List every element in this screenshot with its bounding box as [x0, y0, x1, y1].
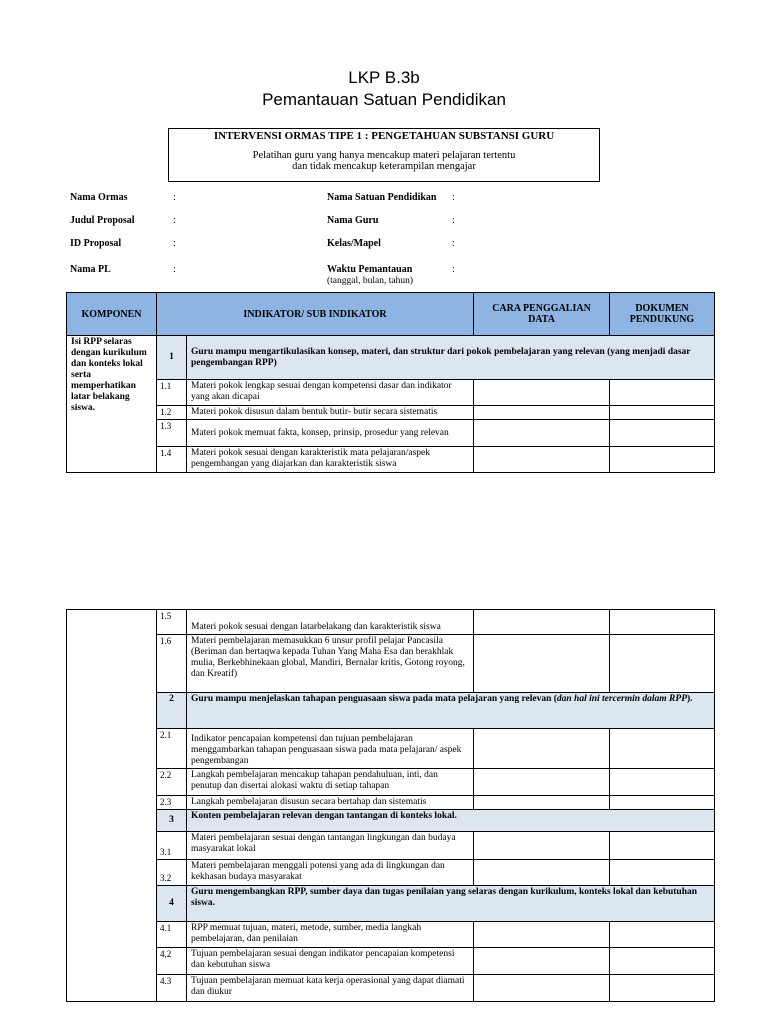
- dokumen-input-cell[interactable]: [610, 729, 715, 769]
- intervention-heading: INTERVENSI ORMAS TIPE 1 : PENGETAHUAN SUBSTANSI GURU: [213, 130, 555, 142]
- cara-input-cell[interactable]: [474, 406, 610, 420]
- dokumen-input-cell[interactable]: [610, 948, 715, 975]
- row-text: Tujuan pembelajaran sesuai dengan indikator pencapaian kompetensi dan kebutuhan siswa: [187, 948, 474, 975]
- row-text-tail: ).: [687, 694, 693, 704]
- cara-input-cell[interactable]: [474, 796, 610, 810]
- header-cara-penggalian: CARA PENGGALIAN DATA: [474, 293, 610, 336]
- dokumen-input-cell[interactable]: [610, 406, 715, 420]
- row-text: Indikator pencapaian kompetensi dan tujuan pembelajaran menggambarkan tahapan penguasaan siswa pada mata pelajaran/ aspek pengembangan: [187, 729, 474, 769]
- row-number: 1: [157, 336, 187, 380]
- header-dokumen: DOKUMEN PENDUKUNG: [610, 293, 715, 336]
- table-row: [67, 796, 715, 810]
- cara-input-cell[interactable]: [474, 729, 610, 769]
- field-waktu-note: (tanggal, bulan, tahun): [327, 276, 414, 286]
- dokumen-input-cell[interactable]: [610, 635, 715, 693]
- table-row: [67, 406, 715, 420]
- dokumen-input-cell[interactable]: [610, 420, 715, 447]
- colon: :: [452, 215, 455, 226]
- row-text: Materi pokok sesuai dengan latarbelakang dan karakteristik siswa: [187, 610, 474, 635]
- cara-input-cell[interactable]: [474, 975, 610, 1002]
- row-number: 2.3: [157, 796, 187, 810]
- row-number: 4.1: [157, 922, 187, 948]
- dokumen-input-cell[interactable]: [610, 975, 715, 1002]
- table-row: [67, 635, 715, 693]
- colon: :: [173, 215, 176, 226]
- cara-input-cell[interactable]: [474, 420, 610, 447]
- table-row: [67, 860, 715, 886]
- colon: :: [452, 192, 455, 203]
- row-number: 2.2: [157, 769, 187, 796]
- row-text: Materi pembelajaran menggali potensi yang ada di lingkungan dan kekhasan budaya masyarakat: [187, 860, 474, 886]
- table-row: [67, 693, 715, 729]
- row-text: Tujuan pembelajaran memuat kata kerja operasional yang dapat diamati dan diukur: [187, 975, 474, 1002]
- field-nama-ormas: Nama Ormas: [70, 192, 128, 203]
- row-text: Langkah pembelajaran mencakup tahapan pendahuluan, inti, dan penutup dan disertai alokasi waktu di setiap tahapan: [187, 769, 474, 796]
- table-row: [67, 948, 715, 975]
- cara-input-cell[interactable]: [474, 380, 610, 406]
- row-number: 4.3: [157, 975, 187, 1002]
- row-text: Materi pokok memuat fakta, konsep, prinsip, prosedur yang relevan: [187, 420, 474, 447]
- row-number: 3: [157, 810, 187, 832]
- indicator-table-page-1: [66, 292, 715, 473]
- cara-input-cell[interactable]: [474, 447, 610, 473]
- komponen-cell: Isi RPP selaras dengan kurikulum dan konteks lokal serta memperhatikan latar belakang siswa.: [67, 336, 157, 473]
- colon: :: [173, 264, 176, 275]
- field-nama-pl: Nama PL: [70, 264, 111, 275]
- row-text: Langkah pembelajaran disusun secara bertahap dan sistematis: [187, 796, 474, 810]
- row-number: 3.2: [157, 860, 187, 886]
- dokumen-input-cell[interactable]: [610, 380, 715, 406]
- row-number: 1.4: [157, 447, 187, 473]
- intervention-line-1: Pelatihan guru yang hanya mencakup materi pelajaran tertentu: [252, 150, 516, 161]
- row-text: [187, 693, 715, 729]
- dokumen-input-cell[interactable]: [610, 796, 715, 810]
- row-text: Materi pokok lengkap sesuai dengan kompetensi dasar dan indikator yang akan dicapai: [187, 380, 474, 406]
- row-text-italic: dan hal ini tercermin dalam RPP: [556, 694, 688, 704]
- field-nama-guru: Nama Guru: [327, 215, 379, 226]
- field-judul-proposal: Judul Proposal: [70, 215, 135, 226]
- row-number: 2.1: [157, 729, 187, 769]
- row-number: 4: [157, 886, 187, 922]
- row-number: 1.6: [157, 635, 187, 693]
- cara-input-cell[interactable]: [474, 635, 610, 693]
- table-row: [67, 380, 715, 406]
- row-number: 2: [157, 693, 187, 729]
- cara-input-cell[interactable]: [474, 948, 610, 975]
- header-komponen: KOMPONEN: [67, 293, 157, 336]
- cara-input-cell[interactable]: [474, 610, 610, 635]
- row-text: Konten pembelajaran relevan dengan tantangan di konteks lokal.: [187, 810, 715, 832]
- dokumen-input-cell[interactable]: [610, 860, 715, 886]
- doc-title: Pemantauan Satuan Pendidikan: [262, 90, 506, 109]
- field-waktu-pemantauan: Waktu Pemantauan: [327, 264, 413, 275]
- row-number: 4,2: [157, 948, 187, 975]
- row-number: 1.2: [157, 406, 187, 420]
- row-text: Materi pembelajaran memasukkan 6 unsur profil pelajar Pancasila (Beriman dan bertaqwa kepada Tuhan Yang Maha Esa dan berakhlak mulia, Berkebhinekaan global, Mandiri, Bernalar kritis, Gotong royong, dan Kreatif): [187, 635, 474, 693]
- row-number: 1.1: [157, 380, 187, 406]
- doc-code: LKP B.3b: [348, 68, 420, 87]
- row-text: Guru mengembangkan RPP, sumber daya dan tugas penilaian yang selaras dengan kurikulum, konteks lokal dan kebutuhan siswa.: [187, 886, 715, 922]
- intervention-line-2: dan tidak mencakup keterampilan mengajar: [292, 161, 476, 172]
- row-text: Materi pembelajaran sesuai dengan tantangan lingkungan dan budaya masyarakat lokal: [187, 832, 474, 860]
- row-number: 3.1: [157, 832, 187, 860]
- table-row: [67, 975, 715, 1002]
- table-row: [67, 729, 715, 769]
- colon: :: [452, 264, 455, 275]
- intervention-box: [168, 128, 600, 182]
- table-row: [67, 886, 715, 922]
- row-text: Materi pokok disusun dalam bentuk butir- butir secara sistematis: [187, 406, 474, 420]
- field-id-proposal: ID Proposal: [70, 238, 122, 249]
- row-number: 1.5: [157, 610, 187, 635]
- row-text: Materi pokok sesuai dengan karakteristik mata pelajaran/aspek pengembangan yang diajarkan dan karakteristik siswa: [187, 447, 474, 473]
- table-row: [67, 922, 715, 948]
- komponen-cell-empty: [67, 610, 157, 1002]
- table-row: [67, 832, 715, 860]
- colon: :: [173, 238, 176, 249]
- table-row: [67, 810, 715, 832]
- table-row: [67, 610, 715, 635]
- cara-input-cell[interactable]: [474, 769, 610, 796]
- table-row: [67, 447, 715, 473]
- row-text: Guru mampu mengartikulasikan konsep, materi, dan struktur dari pokok pembelajaran yang relevan (yang menjadi dasar pengembangan RPP): [187, 336, 715, 380]
- dokumen-input-cell[interactable]: [610, 447, 715, 473]
- row-number: 1.3: [157, 420, 187, 447]
- cara-input-cell[interactable]: [474, 922, 610, 948]
- row-text: RPP memuat tujuan, materi, metode, sumber, media langkah pembelajaran, dan penilaian: [187, 922, 474, 948]
- colon: :: [173, 192, 176, 203]
- field-nama-satuan-pendidikan: Nama Satuan Pendidikan: [327, 192, 437, 203]
- cara-input-cell[interactable]: [474, 832, 610, 860]
- table-row: [67, 336, 715, 380]
- table-row: [67, 769, 715, 796]
- row-text-main: Guru mampu menjelaskan tahapan penguasaan siswa pada mata pelajaran yang relevan (: [191, 694, 557, 704]
- dokumen-input-cell[interactable]: [610, 610, 715, 635]
- field-kelas-mapel: Kelas/Mapel: [327, 238, 381, 249]
- header-indikator: INDIKATOR/ SUB INDIKATOR: [157, 293, 474, 336]
- indicator-table-page-2: [66, 609, 715, 1002]
- dokumen-input-cell[interactable]: [610, 769, 715, 796]
- dokumen-input-cell[interactable]: [610, 922, 715, 948]
- cara-input-cell[interactable]: [474, 860, 610, 886]
- table-row: [67, 420, 715, 447]
- dokumen-input-cell[interactable]: [610, 832, 715, 860]
- colon: :: [452, 238, 455, 249]
